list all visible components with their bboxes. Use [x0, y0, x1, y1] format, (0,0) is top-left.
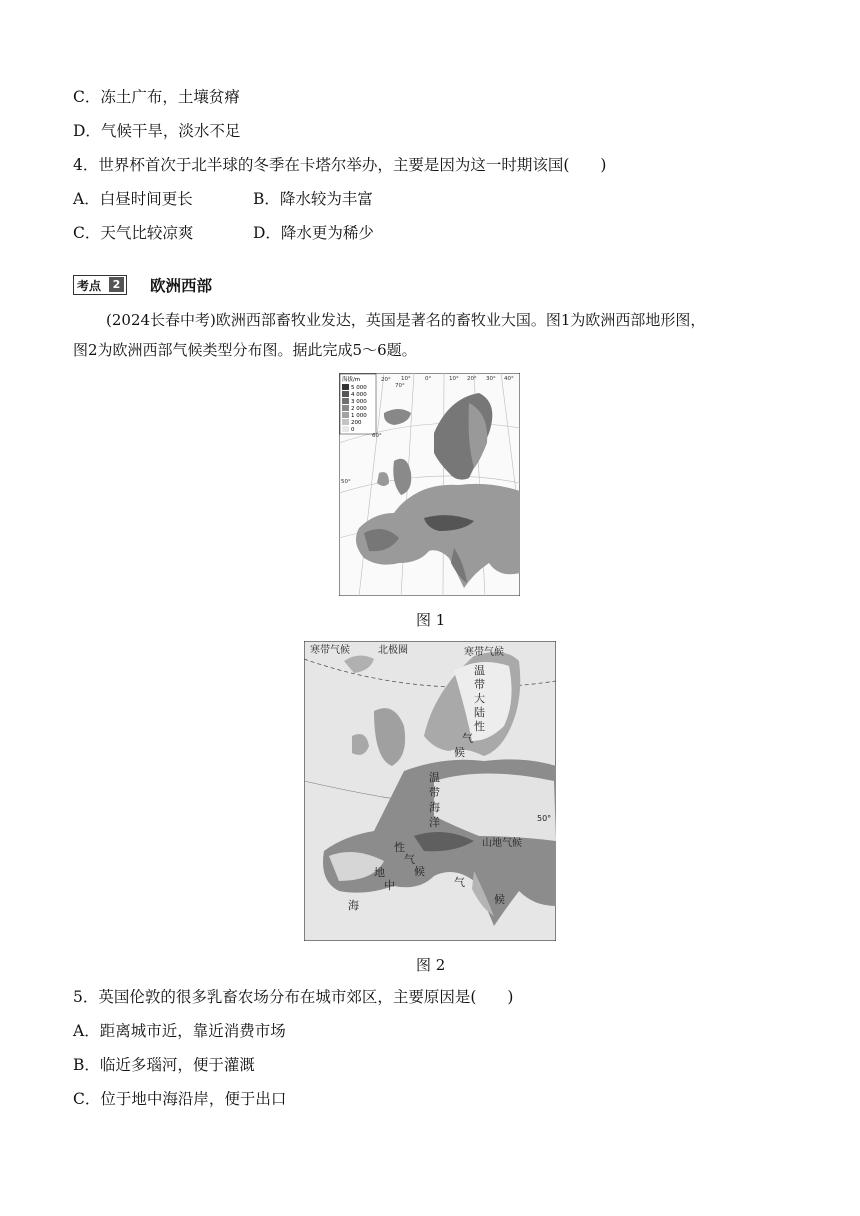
legend-2000: 2 000	[351, 406, 367, 412]
intro-paragraph	[73, 305, 793, 365]
label-maritime-3: 海	[429, 801, 440, 814]
lon-label-30e: 30°	[486, 376, 496, 382]
lon-label-0: 0°	[425, 376, 432, 382]
label-maritime-4: 洋	[429, 816, 440, 829]
q3-option-c: C．冻土广布，土壤贫瘠	[73, 88, 240, 106]
lon-label-20e: 20°	[467, 376, 477, 382]
q3-option-d: D．气候干旱，淡水不足	[73, 122, 241, 140]
q5-option-b: B．临近多瑙河，便于灌溉	[73, 1056, 255, 1074]
label-continental-3: 大	[474, 692, 485, 705]
label-med-1: 地	[374, 866, 385, 879]
label-continental-1: 温	[474, 664, 485, 677]
intro-line-1: (2024长春中考)欧洲西部畜牧业发达，英国是著名的畜牧业大国。图1为欧洲西部地形图，	[106, 311, 706, 329]
label-cold-left: 寒带气候	[310, 645, 350, 656]
q5-option-a: A．距离城市近，靠近消费市场	[73, 1022, 286, 1040]
label-continental-6: 气	[462, 732, 473, 745]
intro-line-2: 图2为欧洲西部气候类型分布图。据此完成5～6题。	[73, 341, 417, 359]
section-badge	[73, 275, 127, 295]
lon-label-10e: 10°	[449, 376, 459, 382]
climate-map	[304, 641, 556, 941]
legend-0: 0	[351, 427, 355, 433]
legend-200: 200	[351, 420, 362, 426]
label-med-2: 中	[384, 879, 395, 892]
label-arctic-circle: 北极圈	[378, 645, 408, 656]
label-mountain: 山地气候	[482, 838, 522, 849]
legend-title: 海拔/m	[342, 377, 361, 383]
label-med-5: 候	[494, 893, 505, 906]
q4-stem: 4．世界杯首次于北半球的冬季在卡塔尔举办，主要是因为这一时期该国( )	[73, 156, 607, 174]
label-maritime-1: 温	[429, 771, 440, 784]
legend-5000: 5 000	[351, 385, 367, 391]
label-med-3: 海	[348, 899, 359, 912]
figure2-caption: 图 2	[416, 956, 446, 974]
q4-option-d: D．降水更为稀少	[253, 224, 374, 242]
section-badge-text: 考点	[77, 279, 102, 293]
legend-4000: 4 000	[351, 392, 367, 398]
section-title: 欧洲西部	[150, 277, 213, 295]
lon-label-40e: 40°	[504, 376, 514, 382]
terrain-map	[339, 373, 520, 596]
lat-label-60: 60°	[372, 433, 382, 439]
legend-3000: 3 000	[351, 399, 367, 405]
elevation-legend	[340, 374, 376, 434]
label-continental-2: 带	[474, 678, 485, 691]
label-maritime-6: 气	[404, 853, 415, 866]
label-maritime-2: 带	[429, 786, 440, 799]
q4-option-b: B．降水较为丰富	[253, 190, 373, 208]
q4-option-a: A．白昼时间更长	[73, 190, 193, 208]
lon-label-20w: 20°	[381, 377, 391, 383]
label-continental-7: 候	[454, 746, 465, 759]
lat-label-70: 70°	[395, 383, 405, 389]
q4-option-c: C．天气比较凉爽	[73, 224, 194, 242]
figure1-caption: 图 1	[416, 611, 446, 629]
q5-stem: 5．英国伦敦的很多乳畜农场分布在城市郊区，主要原因是( )	[73, 988, 514, 1006]
section-badge-number: 2	[109, 277, 124, 292]
label-cold-right: 寒带气候	[464, 647, 504, 658]
label-maritime-7: 候	[414, 865, 425, 878]
label-med-4: 气	[454, 876, 465, 889]
label-continental-4: 陆	[474, 706, 485, 719]
q5-option-c: C．位于地中海沿岸，便于出口	[73, 1090, 287, 1108]
label-continental-5: 性	[474, 720, 485, 733]
legend-1000: 1 000	[351, 413, 367, 419]
lon-label-10w: 10°	[401, 376, 411, 382]
lat-label-50: 50°	[341, 479, 351, 485]
label-maritime-5: 性	[394, 841, 405, 854]
label-lat-50: 50°	[537, 814, 552, 823]
